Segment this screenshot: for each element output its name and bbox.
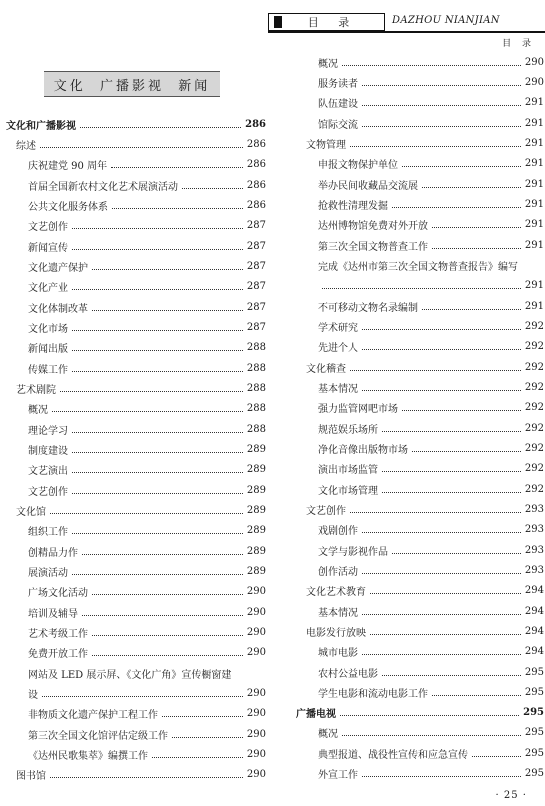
toc-dot-leader [60, 391, 243, 392]
toc-entry-page: 293 [524, 524, 544, 536]
toc-entry[interactable] [6, 317, 266, 337]
toc-entry-page: 287 [246, 301, 266, 313]
toc-entry-page: 292 [524, 341, 544, 353]
toc-dot-leader [322, 288, 521, 289]
toc-dot-leader [72, 452, 243, 453]
toc-entry-label: 免费开放工作 [28, 649, 88, 661]
toc-entry[interactable] [296, 93, 544, 113]
toc-dot-leader [362, 126, 521, 127]
toc-dot-leader [422, 187, 521, 188]
toc-entry[interactable] [6, 724, 266, 744]
toc-dot-leader [72, 574, 243, 575]
toc-entry[interactable] [6, 541, 266, 561]
toc-entry-page: 292 [524, 361, 544, 373]
toc-dot-leader [92, 655, 243, 656]
toc-entry-label: 学术研究 [318, 322, 358, 334]
toc-entry-label: 规范娱乐场所 [318, 424, 378, 436]
toc-entry-label: 文化产业 [28, 283, 68, 295]
toc-dot-leader [362, 776, 521, 777]
toc-entry-label: 文化体制改革 [28, 303, 88, 315]
toc-entry-label: 综述 [16, 140, 36, 152]
header-title-box [268, 13, 385, 31]
toc-dot-leader [362, 654, 521, 655]
toc-entry-page: 289 [246, 565, 266, 577]
toc-entry-page: 295 [524, 768, 544, 780]
toc-entry[interactable] [6, 114, 266, 134]
toc-entry-page: 293 [524, 544, 544, 556]
toc-dot-leader [92, 635, 243, 636]
toc-entry[interactable] [6, 419, 266, 439]
toc-dot-leader [362, 329, 521, 330]
toc-entry-label: 文化和广播影视 [6, 120, 76, 132]
toc-dot-leader [92, 310, 243, 311]
toc-entry-page: 292 [524, 463, 544, 475]
toc-entry[interactable] [296, 438, 544, 458]
toc-entry[interactable] [296, 499, 544, 519]
toc-dot-leader [52, 411, 243, 412]
toc-entry-page: 287 [246, 220, 266, 232]
toc-entry-page: 290 [246, 647, 266, 659]
toc-entry-label: 文艺创作 [28, 222, 68, 234]
toc-entry[interactable] [296, 337, 544, 357]
toc-entry-label: 概况 [28, 405, 48, 417]
toc-entry[interactable] [6, 744, 266, 764]
toc-entry[interactable] [6, 134, 266, 154]
toc-dot-leader [370, 593, 521, 594]
toc-entry[interactable] [6, 704, 266, 724]
toc-entry-page: 286 [246, 159, 266, 171]
toc-entry[interactable] [6, 297, 266, 317]
toc-entry-label: 制度建设 [28, 445, 68, 457]
toc-entry-label: 艺术剧院 [16, 384, 56, 396]
toc-entry-page: 291 [524, 300, 544, 312]
toc-entry-page: 295 [524, 686, 544, 698]
toc-entry-label: 庆祝建党 90 周年 [28, 161, 108, 173]
toc-entry[interactable] [296, 642, 544, 662]
toc-entry[interactable] [296, 581, 544, 601]
toc-entry[interactable] [296, 540, 544, 560]
toc-entry-page: 290 [246, 606, 266, 618]
toc-entry-page: 290 [246, 708, 266, 720]
toc-entry-page: 293 [524, 503, 544, 515]
toc-entry[interactable] [296, 215, 544, 235]
running-head: DAZHOU NIANJIAN [392, 15, 500, 26]
toc-entry[interactable] [296, 601, 544, 621]
toc-entry-label: 创作活动 [318, 566, 358, 578]
toc-entry-page: 295 [523, 707, 544, 719]
toc-entry-page: 288 [246, 342, 266, 354]
toc-entry-page: 291 [524, 198, 544, 210]
toc-entry-label: 文物管理 [306, 139, 346, 151]
toc-dot-leader [350, 512, 521, 513]
header-title: 目 录 [307, 16, 358, 29]
toc-entry-label: 演出市场监管 [318, 465, 378, 477]
toc-entry[interactable] [296, 459, 544, 479]
toc-dot-leader [382, 471, 521, 472]
toc-entry-label: 网站及 LED 展示屏、《文化广角》宣传橱窗建 [28, 669, 232, 681]
toc-entry-page: 294 [524, 646, 544, 658]
toc-entry[interactable] [6, 175, 266, 195]
toc-dot-leader [72, 289, 243, 290]
toc-dot-leader [340, 715, 519, 716]
toc-dot-leader [472, 756, 521, 757]
toc-entry[interactable] [296, 560, 544, 580]
toc-dot-leader [72, 350, 243, 351]
toc-entry-label: 文化稽查 [306, 363, 346, 375]
toc-entry-page: 291 [524, 178, 544, 190]
toc-entry[interactable] [6, 643, 266, 663]
toc-entry-label: 理论学习 [28, 425, 68, 437]
toc-dot-leader [72, 330, 243, 331]
toc-dot-leader [350, 370, 521, 371]
toc-entry[interactable] [6, 439, 266, 459]
toc-dot-leader [342, 65, 521, 66]
toc-dot-leader [422, 309, 521, 310]
toc-entry[interactable] [6, 236, 266, 256]
toc-entry-page: 289 [246, 464, 266, 476]
toc-dot-leader [152, 757, 243, 758]
toc-entry-label: 广播电视 [296, 709, 336, 721]
toc-entry-page: 291 [524, 97, 544, 109]
toc-entry-page: 290 [246, 728, 266, 740]
toc-entry-label: 新闻出版 [28, 344, 68, 356]
toc-entry-label: 强力监管网吧市场 [318, 404, 398, 416]
toc-entry-page: 292 [524, 442, 544, 454]
toc-entry-label: 基本情况 [318, 607, 358, 619]
toc-entry-page: 290 [246, 748, 266, 760]
toc-entry[interactable] [296, 621, 544, 641]
toc-entry[interactable] [296, 479, 544, 499]
toc-dot-leader [432, 248, 521, 249]
toc-entry-page: 291 [524, 280, 544, 292]
toc-entry-label: 第三次全国文物普查工作 [318, 241, 428, 253]
toc-entry-label: 不可移动文物名录编制 [318, 302, 418, 314]
toc-dot-leader [382, 675, 521, 676]
toc-entry-label: 图书馆 [16, 771, 46, 783]
toc-entry-page: 286 [246, 199, 266, 211]
toc-entry-label: 申报文物保护单位 [318, 160, 398, 172]
toc-entry[interactable] [6, 155, 266, 175]
toc-dot-leader [50, 513, 243, 514]
toc-entry[interactable] [296, 154, 544, 174]
toc-dot-leader [362, 349, 521, 350]
toc-entry-label: 公共文化服务体系 [28, 201, 108, 213]
toc-entry[interactable] [6, 663, 266, 683]
toc-entry-label: 抢救性清理发掘 [318, 200, 388, 212]
toc-entry[interactable] [296, 316, 544, 336]
toc-entry-label: 第三次全国文化馆评估定级工作 [28, 730, 168, 742]
toc-entry-label: 文艺创作 [28, 486, 68, 498]
toc-entry-page: 292 [524, 422, 544, 434]
toc-dot-leader [402, 410, 521, 411]
toc-dot-leader [112, 208, 243, 209]
toc-entry-label: 学生电影和流动电影工作 [318, 688, 428, 700]
toc-column-right [296, 52, 544, 784]
toc-dot-leader [42, 696, 243, 697]
toc-entry[interactable] [6, 582, 266, 602]
toc-entry[interactable] [6, 480, 266, 500]
toc-dot-leader [350, 146, 521, 147]
toc-entry[interactable] [6, 460, 266, 480]
toc-entry[interactable] [6, 765, 266, 785]
toc-dot-leader [362, 614, 521, 615]
toc-entry-page: 294 [524, 625, 544, 637]
toc-entry-label: 文学与影视作品 [318, 546, 388, 558]
toc-dot-leader [172, 737, 243, 738]
toc-dot-leader [382, 431, 521, 432]
toc-entry-page: 294 [524, 605, 544, 617]
toc-dot-leader [362, 105, 521, 106]
toc-entry-page: 290 [524, 76, 544, 88]
toc-dot-leader [111, 167, 243, 168]
toc-entry-label: 广场文化活动 [28, 588, 88, 600]
toc-dot-leader [362, 85, 521, 86]
toc-dot-leader [72, 472, 243, 473]
toc-entry-label: 完成《达州市第三次全国文物普查报告》编写 [318, 261, 518, 273]
toc-entry-label: 净化音像出版物市场 [318, 444, 408, 456]
page-header [0, 6, 545, 49]
toc-entry-page: 287 [246, 240, 266, 252]
toc-entry-label: 概况 [318, 729, 338, 741]
toc-dot-leader [392, 553, 521, 554]
toc-entry-label: 戏剧创作 [318, 526, 358, 538]
toc-entry-page: 288 [246, 403, 266, 415]
toc-entry-page: 291 [524, 239, 544, 251]
toc-dot-leader [82, 554, 243, 555]
toc-dot-leader [370, 634, 521, 635]
toc-entry-page: 295 [524, 747, 544, 759]
toc-entry[interactable] [296, 398, 544, 418]
toc-entry-page: 289 [246, 443, 266, 455]
toc-dot-leader [72, 533, 243, 534]
toc-entry[interactable] [6, 195, 266, 215]
toc-entry-label: 艺术考级工作 [28, 628, 88, 640]
toc-dot-leader [342, 735, 521, 736]
toc-entry[interactable] [6, 500, 266, 520]
toc-entry-page: 290 [246, 626, 266, 638]
toc-entry-label: 设 [28, 689, 38, 701]
toc-entry-label: 队伍建设 [318, 99, 358, 111]
toc-entry[interactable] [296, 520, 544, 540]
toc-entry[interactable] [296, 255, 544, 275]
toc-entry-label: 概况 [318, 58, 338, 70]
toc-entry-page: 286 [246, 179, 266, 191]
toc-entry[interactable] [6, 602, 266, 622]
toc-entry[interactable] [6, 622, 266, 642]
toc-entry-page: 286 [245, 118, 266, 130]
toc-entry[interactable] [296, 276, 544, 296]
toc-entry[interactable] [6, 561, 266, 581]
page-number: · 25 · [495, 790, 527, 801]
toc-entry[interactable] [6, 358, 266, 378]
toc-entry-label: 组织工作 [28, 527, 68, 539]
toc-entry-label: 传媒工作 [28, 364, 68, 376]
toc-entry[interactable] [296, 743, 544, 763]
toc-entry-page: 287 [246, 281, 266, 293]
toc-entry-page: 291 [524, 137, 544, 149]
toc-entry-page: 295 [524, 727, 544, 739]
toc-entry-page: 291 [524, 158, 544, 170]
toc-entry-label: 文化艺术教育 [306, 587, 366, 599]
toc-entry[interactable] [296, 113, 544, 133]
toc-entry-label: 文化遗产保护 [28, 262, 88, 274]
toc-entry-label: 典型报道、战役性宣传和应急宣传 [318, 749, 468, 761]
toc-dot-leader [362, 573, 521, 574]
toc-dot-leader [40, 147, 243, 148]
toc-entry-label: 服务读者 [318, 78, 358, 90]
toc-entry-page: 287 [246, 260, 266, 272]
header-bar-mark [274, 16, 282, 28]
toc-entry-page: 287 [246, 321, 266, 333]
toc-entry-page: 293 [524, 564, 544, 576]
toc-entry-page: 289 [246, 484, 266, 496]
toc-entry-label: 举办民间收藏品交流展 [318, 180, 418, 192]
toc-entry-label: 文化市场管理 [318, 485, 378, 497]
toc-entry-label: 城市电影 [318, 648, 358, 660]
toc-entry[interactable] [6, 216, 266, 236]
toc-entry[interactable] [6, 277, 266, 297]
toc-entry-label: 达州博物馆免费对外开放 [318, 221, 428, 233]
toc-entry-label: 展演活动 [28, 567, 68, 579]
toc-entry-page: 289 [246, 545, 266, 557]
toc-entry[interactable] [296, 52, 544, 72]
toc-entry-label: 外宣工作 [318, 770, 358, 782]
toc-dot-leader [182, 188, 243, 189]
toc-entry[interactable] [296, 174, 544, 194]
toc-dot-leader [72, 493, 243, 494]
toc-entry[interactable] [6, 256, 266, 276]
toc-entry-page: 290 [524, 56, 544, 68]
toc-entry-label: 文化市场 [28, 323, 68, 335]
toc-entry[interactable] [296, 662, 544, 682]
toc-dot-leader [72, 432, 243, 433]
toc-entry-label: 文艺创作 [306, 505, 346, 517]
toc-entry[interactable] [296, 418, 544, 438]
toc-entry-page: 289 [246, 504, 266, 516]
toc-entry[interactable] [296, 296, 544, 316]
toc-entry[interactable] [296, 682, 544, 702]
toc-entry-page: 288 [246, 423, 266, 435]
toc-entry-page: 288 [246, 362, 266, 374]
toc-dot-leader [92, 269, 243, 270]
toc-entry-label: 先进个人 [318, 343, 358, 355]
toc-entry-page: 286 [246, 138, 266, 150]
toc-entry-label: 馆际交流 [318, 119, 358, 131]
toc-dot-leader [432, 227, 521, 228]
toc-entry[interactable] [296, 72, 544, 92]
toc-entry-page: 290 [246, 687, 266, 699]
toc-entry[interactable] [6, 378, 266, 398]
toc-entry-label: 创精品力作 [28, 547, 78, 559]
toc-entry-page: 295 [524, 666, 544, 678]
toc-dot-leader [362, 390, 521, 391]
toc-entry-label: 文化馆 [16, 506, 46, 518]
toc-entry[interactable] [296, 703, 544, 723]
toc-dot-leader [92, 594, 243, 595]
toc-dot-leader [402, 166, 521, 167]
toc-dot-leader [72, 371, 243, 372]
toc-dot-leader [162, 716, 243, 717]
toc-entry[interactable] [296, 133, 544, 153]
toc-entry-page: 292 [524, 402, 544, 414]
toc-entry[interactable] [296, 723, 544, 743]
toc-dot-leader [382, 492, 521, 493]
header-rule [268, 31, 545, 33]
toc-entry-label: 首届全国新农村文化艺术展演活动 [28, 181, 178, 193]
toc-entry[interactable] [6, 683, 266, 703]
toc-dot-leader [80, 127, 241, 128]
toc-column-left [6, 114, 266, 785]
toc-entry-page: 289 [246, 525, 266, 537]
toc-entry-label: 新闻宣传 [28, 242, 68, 254]
toc-dot-leader [362, 532, 521, 533]
section-title-box: 文化 广播影视 新闻 [44, 71, 220, 97]
toc-entry[interactable] [296, 235, 544, 255]
toc-entry[interactable] [6, 521, 266, 541]
toc-entry-page: 294 [524, 585, 544, 597]
toc-entry-label: 非物质文化遗产保护工程工作 [28, 710, 158, 722]
header-subtitle: 目 录 [502, 39, 535, 49]
toc-entry-label: 文艺演出 [28, 466, 68, 478]
toc-entry-page: 288 [246, 382, 266, 394]
toc-entry[interactable] [296, 194, 544, 214]
toc-entry-page: 291 [524, 219, 544, 231]
toc-dot-leader [432, 695, 521, 696]
toc-entry-label: 电影发行放映 [306, 627, 366, 639]
toc-dot-leader [72, 249, 243, 250]
toc-entry-label: 培训及辅导 [28, 608, 78, 620]
toc-entry-page: 290 [246, 586, 266, 598]
toc-entry-page: 290 [246, 769, 266, 781]
toc-entry-page: 291 [524, 117, 544, 129]
toc-entry[interactable] [296, 377, 544, 397]
toc-entry-page: 292 [524, 483, 544, 495]
toc-dot-leader [50, 777, 243, 778]
toc-entry-label: 《达州民歌集萃》编撰工作 [28, 750, 148, 762]
toc-entry[interactable] [6, 399, 266, 419]
toc-dot-leader [392, 207, 521, 208]
toc-entry-label: 基本情况 [318, 383, 358, 395]
toc-entry[interactable] [296, 763, 544, 783]
toc-dot-leader [72, 228, 243, 229]
toc-dot-leader [82, 615, 243, 616]
toc-entry-label: 农村公益电影 [318, 668, 378, 680]
toc-entry-page: 292 [524, 381, 544, 393]
toc-entry-page: 292 [524, 320, 544, 332]
toc-entry[interactable] [296, 357, 544, 377]
toc-entry[interactable] [6, 338, 266, 358]
toc-dot-leader [412, 451, 521, 452]
